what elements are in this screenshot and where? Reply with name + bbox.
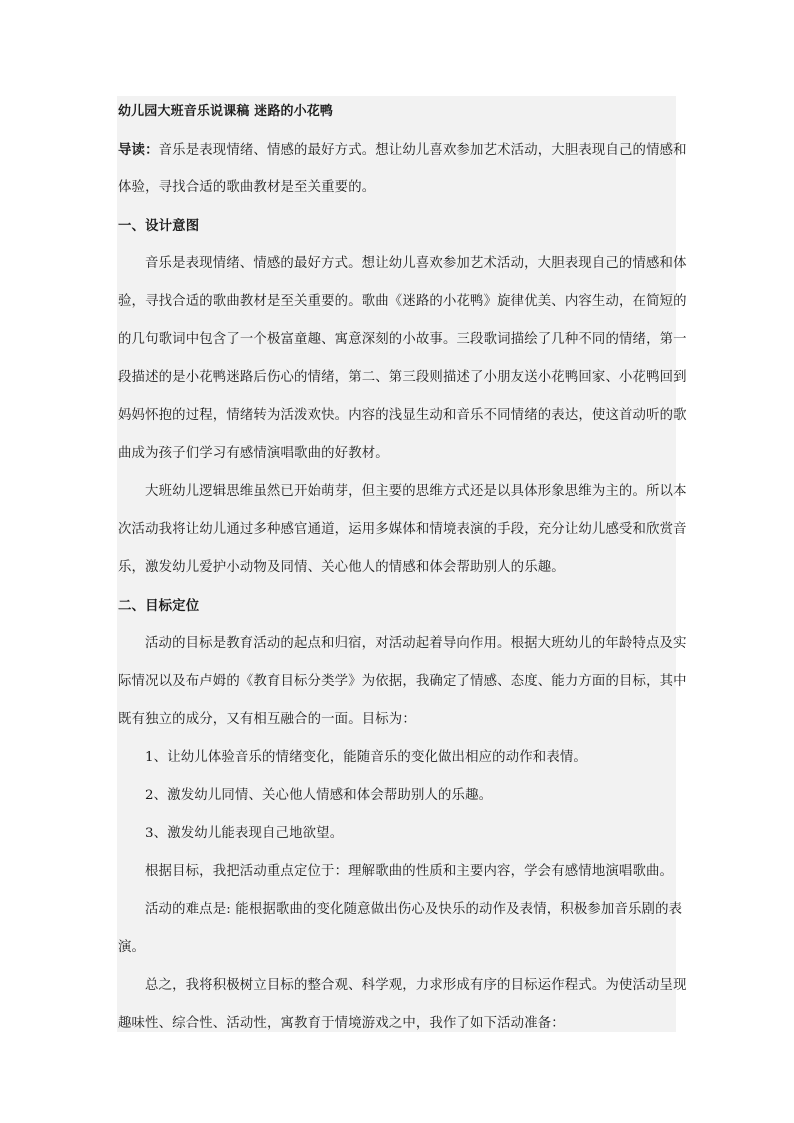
document-title: 幼儿园大班音乐说课稿 迷路的小花鸭	[118, 104, 334, 119]
intro-label: 导读：	[118, 142, 159, 158]
paragraph-line: 次活动我将让幼儿通过多种感官通道，运用多媒体和情境表演的手段，充分让幼儿感受和欣赏音	[118, 522, 687, 537]
paragraph-line: 的几句歌词中包含了一个极富童趣、寓意深刻的小故事。三段歌词描绘了几种不同的情绪，第一	[118, 332, 687, 347]
paragraph-line: 段描述的是小花鸭迷路后伤心的情绪，第二、第三段则描述了小朋友送小花鸭回家、小花鸭回到	[118, 370, 687, 385]
section-heading-goal-positioning: 二、目标定位	[118, 598, 200, 614]
intro-line-1	[118, 137, 687, 175]
goal-item-3: 3、激发幼儿能表现自己地欲望。	[145, 826, 344, 841]
paragraph-line: 际情况以及布卢姆的《教育目标分类学》为依据，我确定了情感、态度、能力方面的目标，其中	[118, 674, 687, 689]
paragraph-line: 乐，激发幼儿爱护小动物及同情、关心他人的情感和体会帮助别人的乐趣。	[118, 560, 565, 575]
section-heading-design-intent: 一、设计意图	[118, 218, 200, 234]
intro-line-2: 体验，寻找合适的歌曲教材是至关重要的。	[118, 180, 376, 195]
focus-paragraph: 根据目标，我把活动重点定位于：理解歌曲的性质和主要内容，学会有感情地演唱歌曲。	[145, 864, 674, 879]
paragraph-line: 音乐是表现情绪、情感的最好方式。想让幼儿喜欢参加艺术活动，大胆表现自己的情感和体	[145, 256, 687, 271]
summary-line-1: 总之，我将积极树立目标的整合观、科学观，力求形成有序的目标运作程式。为使活动呈现	[145, 978, 687, 993]
difficulty-line-2: 演。	[118, 940, 146, 955]
intro-text: 音乐是表现情绪、情感的最好方式。想让幼儿喜欢参加艺术活动，大胆表现自己的情感和	[158, 143, 687, 158]
goal-item-2: 2、激发幼儿同情、关心他人情感和体会帮助别人的乐趣。	[145, 788, 493, 803]
difficulty-line-1: 活动的难点是: 能根据歌曲的变化随意做出伤心及快乐的动作及表情，积极参加音乐剧的表	[145, 902, 683, 917]
goal-item-1: 1、让幼儿体验音乐的情绪变化，能随音乐的变化做出相应的动作和表情。	[145, 750, 587, 765]
summary-line-2: 趣味性、综合性、活动性，寓教育于情境游戏之中，我作了如下活动准备：	[118, 1016, 565, 1031]
document-body	[118, 99, 687, 1049]
paragraph-line: 既有独立的成分，又有相互融合的一面。目标为：	[118, 712, 416, 727]
paragraph-line: 曲成为孩子们学习有感情演唱歌曲的好教材。	[118, 446, 389, 461]
paragraph-line: 验，寻找合适的歌曲教材是至关重要的。歌曲《迷路的小花鸭》旋律优美、内容生动，在简短的	[118, 294, 687, 309]
paragraph-line: 活动的目标是教育活动的起点和归宿，对活动起着导向作用。根据大班幼儿的年龄特点及实	[145, 636, 687, 651]
paragraph-line: 大班幼儿逻辑思维虽然已开始萌芽，但主要的思维方式还是以具体形象思维为主的。所以本	[145, 484, 687, 499]
paragraph-line: 妈妈怀抱的过程，情绪转为活泼欢快。内容的浅显生动和音乐不同情绪的表达，使这首动听的歌	[118, 408, 687, 423]
